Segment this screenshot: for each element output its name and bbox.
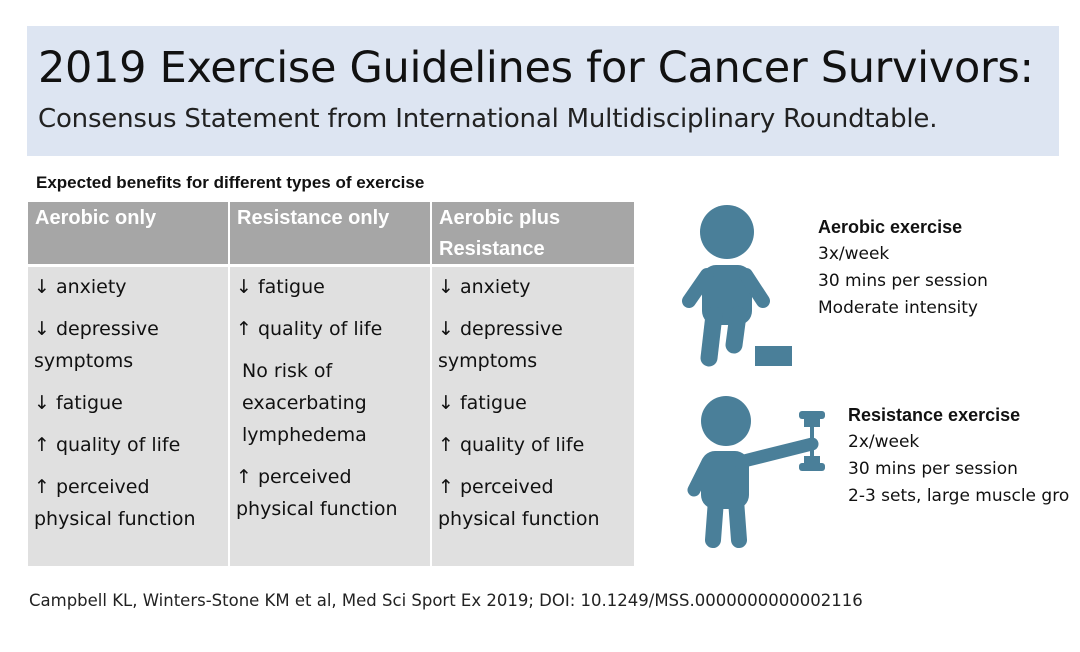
page-subtitle: Consensus Statement from International Multidisciplinary Roundtable. [38,104,938,134]
column-resistance-only [230,202,430,566]
page-title: 2019 Exercise Guidelines for Cancer Survivors: [38,43,1034,93]
column-header: Aerobic plus Resistance [432,202,634,264]
benefits-table [28,202,634,566]
citation: Campbell KL, Winters-Stone KM et al, Med Sci Sport Ex 2019; DOI: 10.1249/MSS.0000000000002116 [29,591,863,610]
benefit-item: No risk of exacerbating lymphedema [242,360,367,446]
column-aerobic-only [28,202,228,566]
stepping-person-icon [676,203,798,373]
benefit-item: ↑ perceived physical function [438,476,600,530]
dumbbell-person-icon [684,394,834,552]
resistance-sets: 2-3 sets, large muscle gro [848,486,1070,506]
column-header: Aerobic only [28,202,228,264]
benefit-item: ↓ anxiety [438,276,531,298]
aerobic-title: Aerobic exercise [818,217,963,237]
resistance-info [848,402,1069,510]
benefit-item: ↑ quality of life [34,434,181,456]
benefit-item: ↓ depressive symptoms [34,318,159,372]
benefit-item: ↑ quality of life [236,318,383,340]
aerobic-duration: 30 mins per session [818,271,988,291]
resistance-frequency: 2x/week [848,432,920,452]
aerobic-frequency: 3x/week [818,244,890,264]
benefit-item: ↓ fatigue [438,392,527,414]
benefit-item: ↓ anxiety [34,276,127,298]
aerobic-info [818,214,988,322]
column-body [230,267,430,566]
column-body [432,267,634,566]
resistance-duration: 30 mins per session [848,459,1018,479]
column-aerobic-plus-resistance [432,202,634,566]
resistance-title: Resistance exercise [848,405,1021,425]
column-header: Resistance only [230,202,430,264]
benefit-item: ↓ fatigue [236,276,325,298]
benefit-item: ↓ fatigue [34,392,123,414]
title-banner [27,26,1059,156]
benefit-item: ↑ perceived physical function [236,466,398,520]
column-body [28,267,228,566]
table-caption: Expected benefits for different types of exercise [36,173,425,192]
benefit-item: ↑ perceived physical function [34,476,196,530]
benefit-item: ↓ depressive symptoms [438,318,563,372]
aerobic-intensity: Moderate intensity [818,298,978,318]
benefit-item: ↑ quality of life [438,434,585,456]
